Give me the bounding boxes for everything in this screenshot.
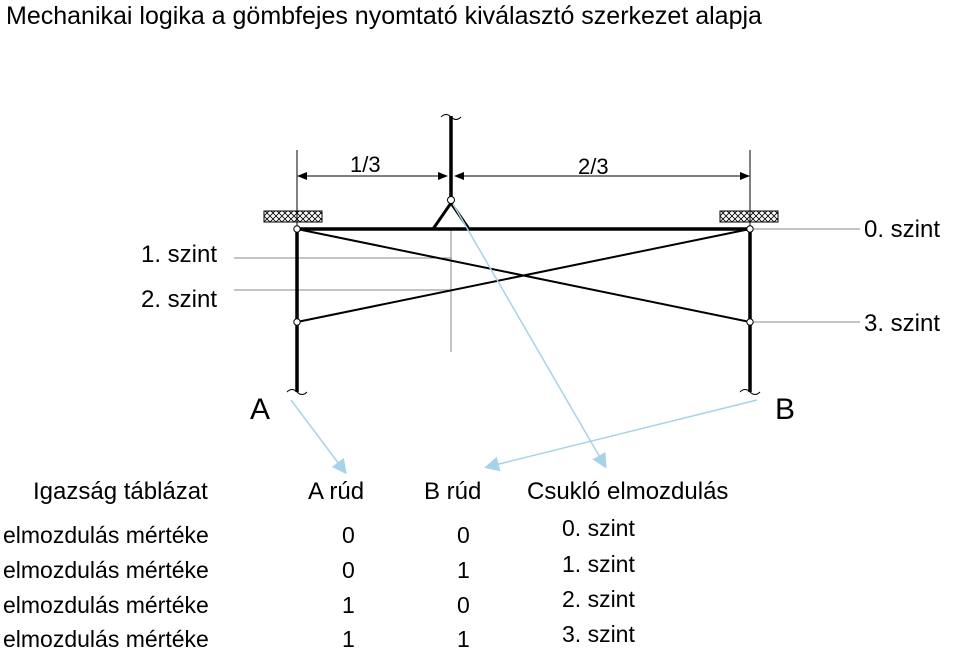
table-cell-joint: 3. szint [562, 621, 635, 647]
arrow-joint [453, 204, 605, 466]
rod-a-label: A [250, 393, 271, 426]
support-right [720, 211, 778, 222]
table-cell-a: 0 [342, 557, 355, 583]
page-title: Mechanikai logika a gömbfejes nyomtató kiválasztó szerkezet alapja [6, 2, 762, 30]
arrow-a [291, 400, 345, 472]
level-label-0: 0. szint [864, 216, 941, 243]
joint-triangle [433, 203, 469, 229]
table-cell-joint: 2. szint [562, 586, 635, 612]
level-label-1: 1. szint [141, 241, 218, 268]
level-label-2: 2. szint [141, 286, 218, 313]
joint [294, 319, 300, 325]
table-cell-a: 1 [342, 626, 355, 652]
joint [747, 319, 753, 325]
table-header-title: Igazság táblázat [33, 478, 208, 505]
table-cell-a: 1 [342, 592, 355, 618]
joint [747, 226, 753, 232]
dimension-label-right: 2/3 [578, 154, 609, 179]
table-header-a: A rúd [308, 478, 365, 505]
table-cell-b: 0 [457, 592, 470, 618]
arrow-b [487, 400, 757, 467]
joint [448, 197, 455, 204]
table-cell-joint: 0. szint [562, 515, 635, 541]
table-cell-b: 0 [457, 522, 470, 548]
table-cell-b: 1 [457, 626, 470, 652]
table-cell-b: 1 [457, 557, 470, 583]
table-header-joint: Csukló elmozdulás [527, 478, 729, 505]
level-label-3: 3. szint [864, 310, 941, 337]
dimension-label-left: 1/3 [350, 152, 381, 177]
table-header-b: B rúd [424, 478, 482, 505]
joint [294, 226, 300, 232]
table-cell-joint: 1. szint [562, 551, 635, 577]
support-left [264, 211, 322, 222]
table-row-label: elmozdulás mértéke [3, 557, 209, 583]
table-cell-a: 0 [342, 522, 355, 548]
table-row-label: elmozdulás mértéke [3, 592, 209, 618]
rod-b-label: B [775, 393, 796, 426]
table-row-label: elmozdulás mértéke [3, 626, 209, 652]
table-row-label: elmozdulás mértéke [3, 522, 209, 548]
